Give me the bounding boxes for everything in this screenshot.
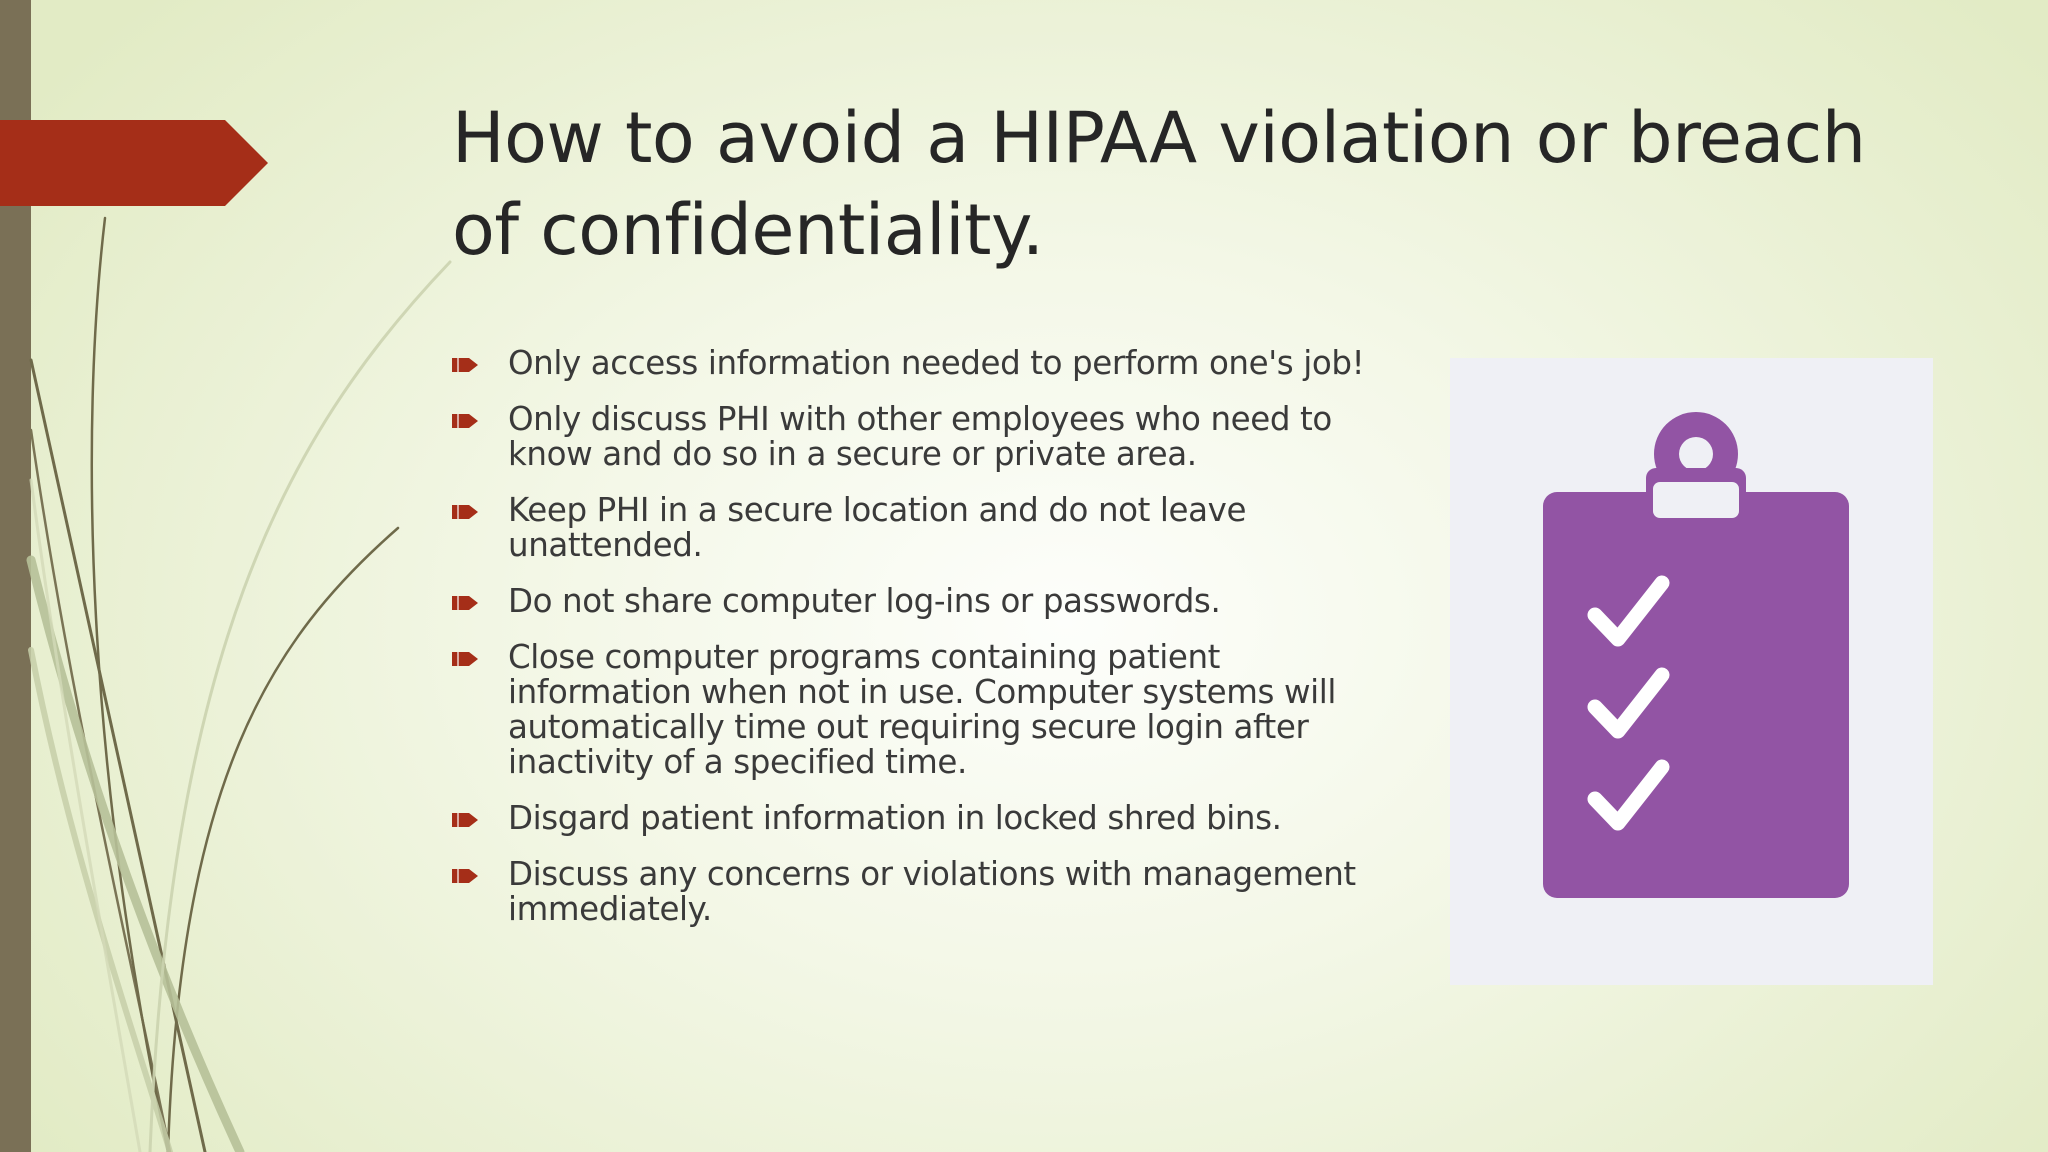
bullet-text: Discuss any concerns or violations with management immediately. <box>508 855 1356 928</box>
decor-line-sage-1 <box>31 560 240 1152</box>
bullet-text: Disgard patient information in locked shred bins. <box>508 799 1282 837</box>
arrow-bullet-icon <box>452 811 480 829</box>
arrow-bullet-icon <box>452 412 480 430</box>
clipboard-picture <box>1450 358 1933 985</box>
title-arrow-tab <box>0 120 268 206</box>
decor-line-sage-3 <box>150 262 450 1152</box>
arrow-bullet-icon <box>452 867 480 885</box>
bullet-item <box>452 801 1392 836</box>
slide-title: How to avoid a HIPAA violation or breach of confidentiality. <box>452 97 1866 271</box>
bullet-list <box>452 346 1392 948</box>
clipboard-checklist-icon <box>1450 358 1933 985</box>
arrow-bullet-icon <box>452 503 480 521</box>
bullet-text: Only discuss PHI with other employees who need to know and do so in a secure or private area. <box>508 400 1332 473</box>
bullet-text: Keep PHI in a secure location and do not leave unattended. <box>508 491 1247 564</box>
arrow-bullet-icon <box>452 650 480 668</box>
bullet-item <box>452 493 1392 563</box>
bullet-text: Do not share computer log-ins or passwords. <box>508 582 1221 620</box>
bullet-item <box>452 584 1392 619</box>
bullet-text: Close computer programs containing patient information when not in use. Computer systems will automatically time out requiring secure login after inactivity of a specified time. <box>508 638 1337 781</box>
bullet-item <box>452 402 1392 472</box>
bullet-item <box>452 857 1392 927</box>
arrow-bullet-icon <box>452 594 480 612</box>
bullet-item <box>452 640 1392 780</box>
arrow-bullet-icon <box>452 356 480 374</box>
decor-line-sage-4 <box>31 480 140 1152</box>
bullet-text: Only access information needed to perform one's job! <box>508 344 1365 382</box>
bullet-item <box>452 346 1392 381</box>
